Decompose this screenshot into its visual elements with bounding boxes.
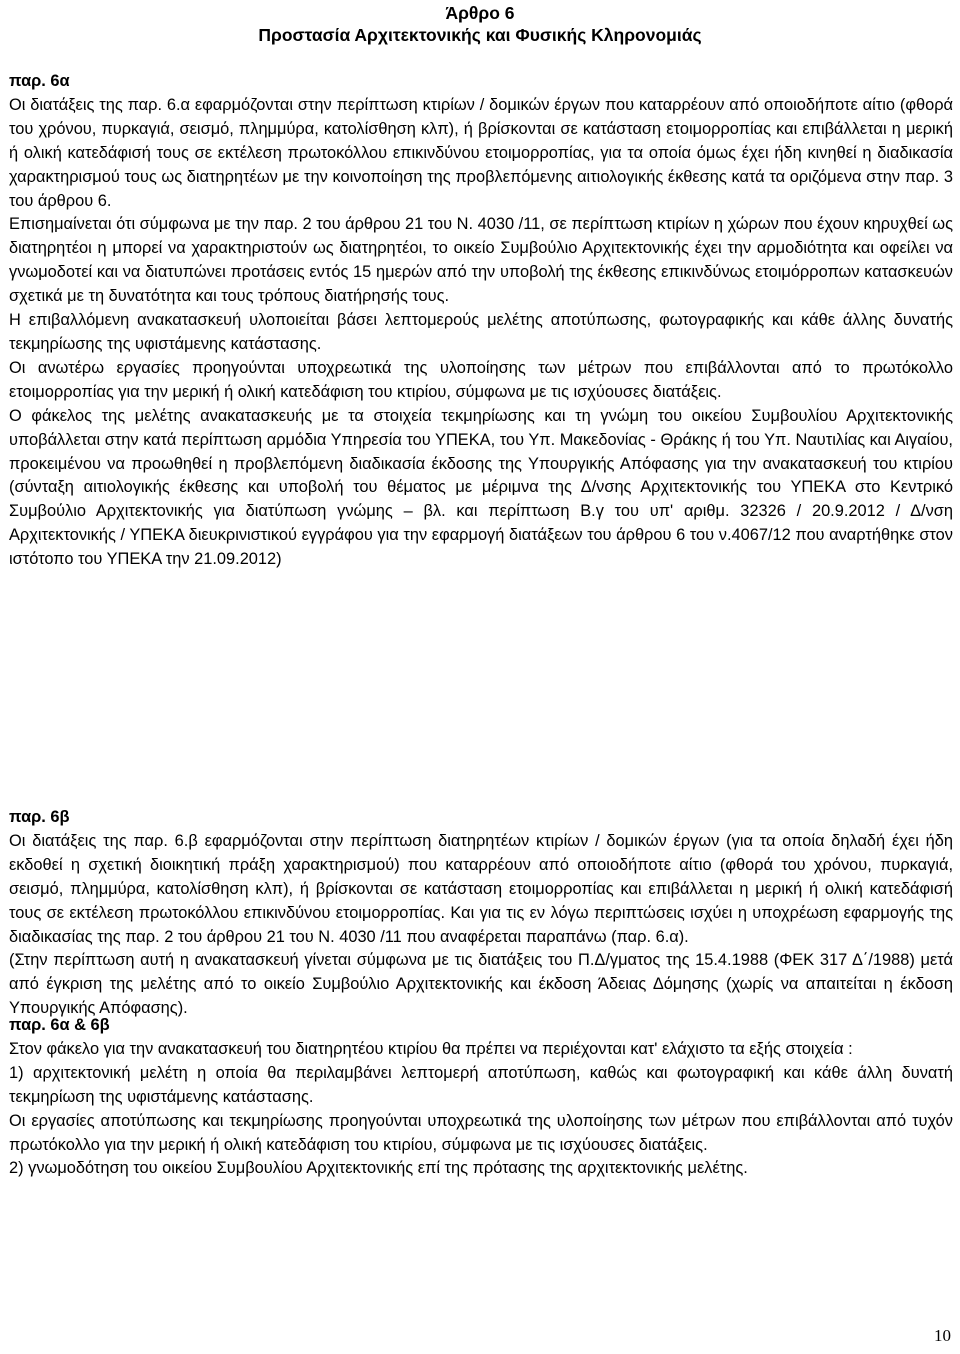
paragraph: Οι ανωτέρω εργασίες προηγούνται υποχρεωτικά της υλοποίησης των μέτρων που επιβάλλονται από το πρωτόκολλο ετοιμορροπίας για την μερική ή ολική κατεδάφιση του κτιρίου, σύμφωνα με τις ισχύουσες διατάξεις.	[9, 358, 953, 401]
paragraph: Οι διατάξεις της παρ. 6.β εφαρμόζονται στην περίπτωση διατηρητέων κτιρίων / δομικών έργων (για τα οποία δηλαδή έχει ήδη εκδοθεί η σχετική διοικητική πράξη χαρακτηρισμού) που καταρρέουν από οποιοδήποτε αίτιο (φθορά του χρόνου, πυρκαγιά, σεισμό, πλημμύρα, κατολίσθηση κλπ), ή βρίσκονται σε κατάσταση ετοιμορροπίας και επιβάλλεται η μερική ή ολική κατεδάφισή τους σε εκτέλεση πρωτοκόλλου επικινδύνου ετοιμορροπίας. Και για τις εν λόγω περιπτώσεις ισχύει η υποχρέωση εφαρμογής της διαδικασίας της παρ. 2 του άρθρου 21 του Ν. 4030 /11 που αναφέρεται παραπάνω (παρ. 6.α).	[9, 831, 953, 946]
paragraph: Στον φάκελο για την ανακατασκευή του διατηρητέου κτιρίου θα πρέπει να περιέχονται κατ' ελάχιστο τα εξής στοιχεία :	[9, 1039, 853, 1058]
section-heading: παρ. 6α	[9, 72, 70, 90]
section-heading: παρ. 6β	[9, 808, 70, 826]
article-title: Άρθρο 6	[445, 3, 515, 23]
section-6a-6b	[9, 1014, 953, 1181]
paragraph: Ο φάκελος της μελέτης ανακατασκευής με τα στοιχεία τεκμηρίωσης και τη γνώμη του οικείου Συμβουλίου Αρχιτεκτονικής υποβάλλεται στην κατά περίπτωση αρμόδια Υπηρεσία του ΥΠΕΚΑ, του Υπ. Μακεδονίας - Θράκης ή του Υπ. Ναυτιλίας και Αιγαίου, προκειμένου να προωθηθεί η προβλεπόμενη διαδικασία έκδοσης της Υπουργικής Απόφασης για την ανακατασκευή του κτιρίου (σύνταξη αιτιολογικής έκθεσης και υποβολή του θέματος με μέριμνα της Δ/νσης Αρχιτεκτονικής του ΥΠΕΚΑ στο Κεντρικό Συμβούλιο Αρχιτεκτονικής για διατύπωση γνώμης – βλ. και περίπτωση Β.γ του υπ' αριθμ. 32326 / 20.9.2012 / Δ/νση Αρχιτεκτονικής / ΥΠΕΚΑ διευκρινιστικού εγγράφου για την εφαρμογή διατάξεων του άρθρου 6 του ν.4067/12 που αναρτήθηκε στον ιστότοπο του ΥΠΕΚΑ την 21.09.2012)	[9, 406, 953, 569]
paragraph: Η επιβαλλόμενη ανακατασκευή υλοποιείται βάσει λεπτομερούς μελέτης αποτύπωσης, φωτογραφικής και κάθε άλλης δυνατής τεκμηρίωσης της υφιστάμενης κατάστασης.	[9, 311, 953, 353]
section-6b	[9, 806, 953, 1021]
section-6a	[9, 70, 953, 572]
paragraph: 1) αρχιτεκτονική μελέτη η οποία θα περιλαμβάνει λεπτομερή αποτύπωση, καθώς και φωτογραφική και κάθε άλλη δυνατή τεκμηρίωση της υφιστάμενης κατάστασης.	[9, 1063, 953, 1106]
paragraph: 2) γνωμοδότηση του οικείου Συμβουλίου Αρχιτεκτονικής επί της πρότασης της αρχιτεκτονικής μελέτης.	[9, 1159, 748, 1178]
article-subtitle: Προστασία Αρχιτεκτονικής και Φυσικής Κληρονομιάς	[258, 25, 702, 45]
paragraph: Οι εργασίες αποτύπωσης και τεκμηρίωσης προηγούνται υποχρεωτικά της υλοποίησης των μέτρων που επιβάλλονται από τυχόν πρωτόκολλο για την μερική ή ολική κατεδάφιση του κτιρίου, σύμφωνα με τις ισχύουσες διατάξεις.	[9, 1111, 953, 1154]
paragraph: Επισημαίνεται ότι σύμφωνα με την παρ. 2 του άρθρου 21 του Ν. 4030 /11, σε περίπτωση κτιρίων η χώρων που έχουν κηρυχθεί ως διατηρητέοι η μπορεί να χαρακτηριστούν ως διατηρητέοι, το οικείο Συμβούλιο Αρχιτεκτονικής έχει την αρμοδιότητα και οφείλει να γνωμοδοτεί και να διατυπώνει προτάσεις εντός 15 ημερών από την υποβολή της έκθεσης επικινδύνως ετοιμόρροπων κατασκευών σχετικά με τη δυνατότητα και τους τρόπους διατήρησής τους.	[9, 215, 953, 306]
page-number: 10	[934, 1326, 951, 1345]
paragraph: Οι διατάξεις της παρ. 6.α εφαρμόζονται στην περίπτωση κτιρίων / δομικών έργων που καταρρέουν από οποιοδήποτε αίτιο (φθορά του χρόνου, πυρκαγιά, σεισμό, πλημμύρα, κατολίσθηση κλπ), ή βρίσκονται σε κατάσταση ετοιμορροπίας και επιβάλλεται η μερική ή ολική κατεδάφισή τους σε εκτέλεση πρωτοκόλλου επικινδύνου ετοιμορροπίας, για τα οποία όμως έχει ήδη κινηθεί η διαδικασία χαρακτηρισμού τους ως διατηρητέων με την κοινοποίηση της προβλεπόμενης αιτιολογικής έκθεσης κατά τα οριζόμενα στην παρ. 3 του άρθρου 6.	[9, 95, 953, 210]
section-heading: παρ. 6α & 6β	[9, 1016, 110, 1034]
paragraph: (Στην περίπτωση αυτή η ανακατασκευή γίνεται σύμφωνα με τις διατάξεις του Π.Δ/γματος της 15.4.1988 (ΦΕΚ 317 Δ΄/1988) μετά από έγκριση της μελέτης από το οικείο Συμβούλιο Αρχιτεκτονικής και έκδοση Άδειας Δόμησης (χωρίς να απαιτείται η έκδοση Υπουργικής Απόφασης).	[9, 951, 953, 1018]
